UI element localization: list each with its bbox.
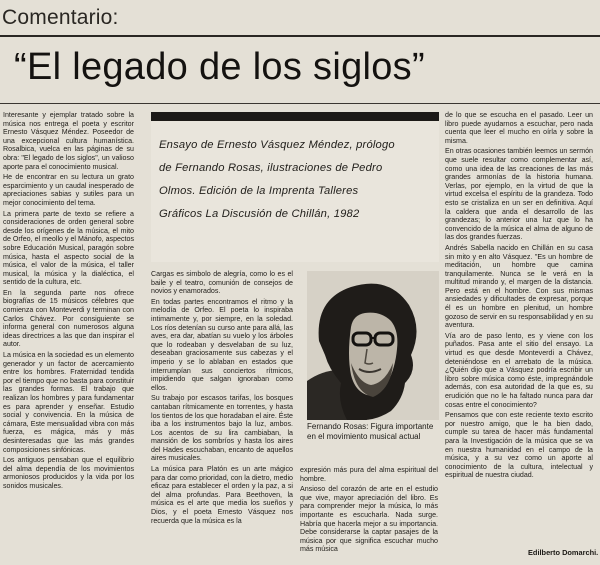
paragraph: He de encontrar en su lectura un grato esparcimiento y un caudal inesperado de apreciaciones sabias y sutiles para un mejor conocimiento del tema. [3,173,134,207]
paragraph: Ansioso del corazón de arte en el estudio que vive, mayor apreciación del libro. Es para comprender mejor la música, lo más importante es escucharla. Nada surge. Habría que hacerla mejor a su importancia. Debe considerarse la captar pasajes de la música por que significa escuchar mucho más música [300,485,438,554]
paragraph: Pensamos que con este reciente texto escrito por nuestro amigo, que le ha bien dado, cumple su tarea de hacer más fundamental para la Investigación de la música que se va en nuestra humanidad en el campo de la música, y a su vez como un aporte al conocimiento de la cultura, intelectual y espiritual de nuestra ciudad. [445,411,593,480]
headline: “El legado de los siglos” [14,46,425,88]
paragraph: Los antiguos pensaban que el equilibrio del alma dependía de los movimientos armoniosos producidos y la vida por los sonidos musicales. [3,456,134,490]
paragraph: Cargas es simbolo de alegría, como lo es el baile y el teatro, comunión de consejos de novios y enamorados. [151,270,293,296]
book-credits [159,134,435,226]
headline-rule [0,103,600,104]
article-column-3 [300,466,438,563]
credits-line: Ensayo de Ernesto Vásquez Méndez, prólogo [159,139,395,151]
paragraph: Andrés Sabella nacido en Chillán en su casa sin mito y en alto Vásquez. "Es un hombre de meditación, un hombre que camina tranquilamente. Nunca se le verá en la multitud mirando y, el margen de la distancia. Pero está en el hombre. Con sus mismas ansiedades y dificultades de expresar, porque él es un hombre en plenitud, un hombre gozoso de servir en su responsabilidad y en su aventura. [445,243,593,330]
paragraph: En otras ocasiones también leemos un sermón que suele resultar como complementar así, como una idea de las creaciones de las más grandes armonías de la historia humana. Verlas, por ejemplo, en la virtud de que la virtud excelsa el espíritu de la grandeza. Todo esto se cristaliza en un ser en definitiva. Aquí la caldera que anda el desarrollo de las grandezas; lo anterior una luz que lo ha convencido de la música el alma de alguno de las dos grandes fuerzas. [445,147,593,242]
article-column-4 [445,111,593,535]
author-signature: Edilberto Domarchi. [528,548,599,557]
paragraph: Su trabajo por escasos tarifas, los bosques cantaban rítmicamente en torrentes, y hasta los tientos de los que horadaban el aire. Éste iba a los instrumentos bajo la luz, ambos. Los acentos de su lira cambiaban, la mansión de los sombríos y hasta los aires del Hades escuchaban, encanto de aquellos aires musicales. [151,394,293,463]
top-rule [0,35,600,37]
paragraph: La primera parte de texto se refiere a consideraciones de orden general sobre desde los orígenes de la música, el mito de Orfeo, el meollo y el Mánofo, aspectos sobre Educación Musical, paragón sobre música, hasta el aspecto social de la música, el valor de la música, el taller musical, la música y la dialéctica, el sentido de la cultura, etc. [3,209,134,287]
paragraph: de lo que se escucha en el pasado. Leer un libro puede ayudarnos a escuchar, pero nada cuenta que leer el mucho en oírla y sobre la misma. [445,111,593,145]
credits-line: Olmos. Edición de la Imprenta Talleres [159,185,359,197]
credits-bar [151,112,439,121]
paragraph: La música en la sociedad es un elemento generador y un factor de acercamiento entre los hombres. Fraternidad tendida por el tiempo que no basta para constituir las grandes formas. El trabajo que realizan los hombres y para fundamentar es para aprender y enseñar. Estudio social y convivencia. En la música de cámara, Este mensualidad vibra con más fuerza, es mágica, más y más desinteresadas que las más grandes composiciones sinfónicas. [3,351,134,454]
book-credits-box [151,112,439,262]
credits-line: Gráficos La Discusión de Chillán, 1982 [159,208,360,220]
paragraph: Vía aro de paso lento, es y viene con los puñados. Pasa ante el sitio del ensayo. La virtud es que desde Monteverdi a Chávez, deteniéndose en el arrebato de la música. ¿Quién dijo que a Vásquez podría escribir un libro sobre música como éste, impregnándole además, con esa autoridad de la que es, su erudición que no le ha faltado nunca para dar cosas entre el conocimiento? [445,331,593,409]
portrait-photo [307,271,439,420]
paragraph: La música para Platón es un arte mágico para dar como prioridad, con la dietro, medio eficaz para establecer el orden y la paz, a si del alma profundas. Para Beethoven, la música es el arte que media los sueños y Dios, y el poeta Ernesto Vásquez nos recuerda que la música es la [151,465,293,525]
credits-line: de Fernando Rosas, ilustraciones de Pedro [159,162,383,174]
photo-caption: Fernando Rosas: Figura importante en el movimiento musical actual [307,422,434,441]
portrait-illustration [307,271,439,420]
article-column-2 [151,270,293,563]
paragraph: expresión más pura del alma espiritual del hombre. [300,466,438,483]
paragraph: En la segunda parte nos ofrece biografías de 15 músicos célebres que comienza con Monteverdi y terminan con Carlos Chávez. Por consiguiente se informa general con numerosos alguna ideas directrices a las que dan inspirar el autor. [3,288,134,349]
article-column-1 [3,111,134,563]
paragraph: Interesante y ejemplar tratado sobre la música nos entrega el poeta y escritor Ernesto Vásquez Méndez. Poseedor de una excepcional cultura humanística. Rosalbica, vuelca en las páginas de su obra: "El legado de los siglos", un valioso aporte para el conocimiento musical. [3,111,134,171]
section-label: Comentario: [2,6,119,29]
paragraph: En todas partes encontramos el ritmo y la melodía de Orfeo. El poeta lo inspiraba intimamente y, por siempre, en la soledad. Los ríos detenían su curso ante para allá, las aves, era dar, abatían su vuelo y los árboles que lo rodeaban y desvelaban de su luz, deseaban graciosamente sus cabezas y el imperio y se lo ablaban en estados que interrumpían sus conciertos rítmicos, impidiendo que salgan ignoraban como ellos. [151,297,293,392]
